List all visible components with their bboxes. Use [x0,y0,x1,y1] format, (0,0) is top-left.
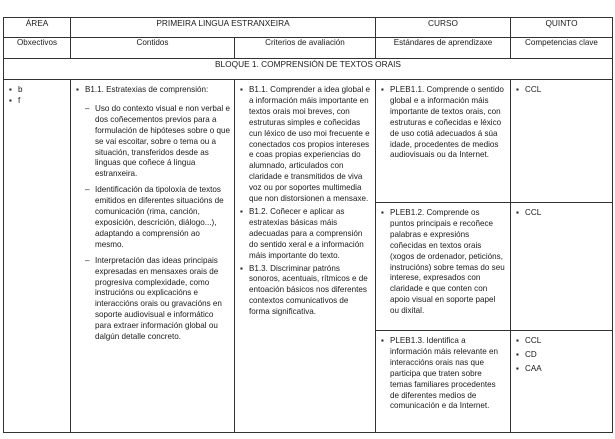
competence-cell [511,80,613,203]
content-item: – Identificación da tipoloxía de textos emitidos en diferentes situacións de comunicación (rima, canción, exposición, descrición, diálogo...), adaptando a comprensión ao mesmo. [85,185,230,250]
col-competences: Competencias clave [511,38,613,59]
standard-cell [376,331,511,433]
standard-item: ▪ PLEB1.3. Identifica a información máis relevante en interaccións orais nas que participa que traten sobre temas familiares procedentes de diferentes medios de comunicación e da Internet. [380,336,506,412]
objectives-cell [4,80,71,433]
standard-item: ▪ PLEB1.1. Comprende o sentido global e a información máis importante de textos orais, con estruturas e coñecidas e léxico de uso cotiá adecuados á súa idade, procedentes de medios audiovisuais ou da Internet. [380,85,506,161]
objective-item: ▪ f [8,96,67,107]
standard-cell [376,80,511,203]
col-contents: Contidos [71,38,235,59]
course-value: QUINTO [511,18,613,38]
criterion-item: ▪ B1.2. Coñecer e aplicar as estratexias básicas máis adecuadas para a comprensión do sentido xeral e a información máis importante do texto. [239,207,371,262]
course-label: CURSO [376,18,511,38]
criteria-cell [235,80,376,433]
col-standards: Estándares de aprendizaxe [376,38,511,59]
header-row [4,18,613,38]
criterion-item: ▪ B1.1. Comprender a idea global e a información máis importante en textos orais moi breves, con estruturas simples e coñecidas cun léxico de uso moi frecuente e conectados cos propios intereses e coas propias experiencias do alumnado, articulados con claridade e transmitidos de viva voz ou por soportes multimedia que non distorsionen a mensaxe. [239,85,371,205]
contents-cell [71,80,235,433]
standard-cell [376,203,511,331]
curriculum-table [3,17,613,433]
block-title: BLOQUE 1. COMPRENSIÓN DE TEXTOS ORAIS [4,59,613,80]
competence-cell [511,331,613,433]
competence-item: ▪ CCL [515,85,608,96]
column-header-row [4,38,613,59]
content-item: – Uso do contexto visual e non verbal e dos coñecementos previos para a formulación de hipóteses sobre o que se vai escoitar, sobre o tema ou a situación, transferidos desde as linguas que coñece á lingua estranxeira. [85,104,230,180]
area-label: ÁREA [4,18,71,38]
content-item: – Interpretación das ideas principais expresadas en mensaxes orais de progresiva complexidade, como instrucións ou explicacións e interaccións orais ou gravacións en soporte audiovisual e informático para extraer información global ou dalgún detalle concreto. [85,256,230,343]
competence-cell [511,203,613,331]
objective-item: ▪ b [8,85,67,96]
competence-item: ▪ CCL [515,336,608,347]
area-value: PRIMEIRA LINGUA ESTRANXEIRA [71,18,376,38]
contents-heading-text: B1.1. Estratexias de comprensión: [85,85,209,94]
col-criteria: Criterios de avaliación [235,38,376,59]
criterion-item: ▪ B1.3. Discriminar patróns sonoros, acentuais, rítmicos e de entoación básicos nos diferentes contextos comunicativos de forma significativa. [239,264,371,319]
contents-heading [75,85,230,343]
competence-item: ▪ CAA [515,364,608,375]
col-objectives: Obxectivos [4,38,71,59]
competence-item: ▪ CCL [515,208,608,219]
standard-item: ▪ PLEB1.2. Comprende os puntos principais e recoñece palabras e expresións coñecidas en textos orais (xogos de ordenador, peticións, instrucións) sobre temas do seu interese, expresados con claridade e que conten con apoio visual en soporte papel ou dixital. [380,208,506,317]
content-row-1 [4,80,613,203]
competence-item: ▪ CD [515,350,608,361]
block-row [4,59,613,80]
